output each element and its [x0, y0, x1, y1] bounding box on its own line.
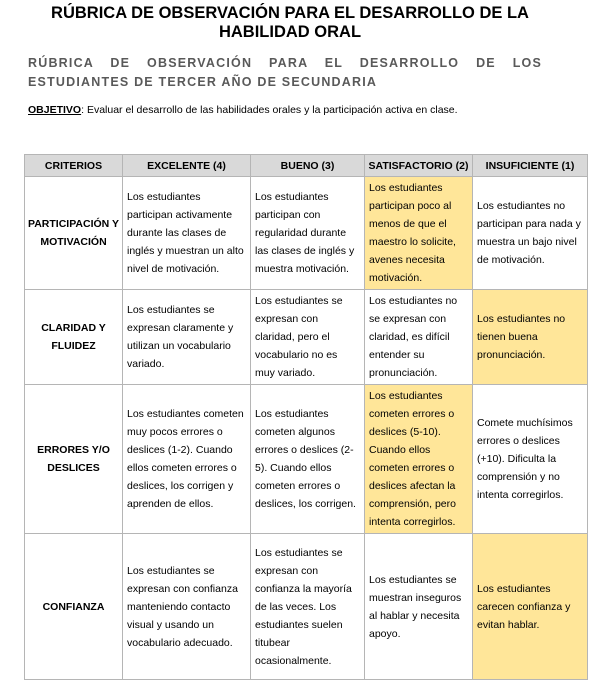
- document-subtitle: RÚBRICA DE OBSERVACIÓN PARA EL DESARROLLO DE LOS ESTUDIANTES DE TERCER AÑO DE SECUNDARIA: [28, 56, 542, 89]
- cell-excelente: Los estudiantes cometen muy pocos errores o deslices (1-2). Cuando ellos cometen errores o deslices, los corrigen y aprenden de ellos.: [123, 385, 251, 534]
- header-insuficiente: INSUFICIENTE (1): [473, 155, 588, 177]
- criterion-cell: CLARIDAD Y FLUIDEZ: [25, 290, 123, 385]
- cell-bueno: Los estudiantes participan con regularidad durante las clases de inglés y muestra motivación.: [251, 177, 365, 290]
- cell-satisfactorio: Los estudiantes cometen errores o deslices (5-10). Cuando ellos cometen errores o deslices afectan la comprensión, pero intenta corregirlos.: [365, 385, 473, 534]
- header-bueno: BUENO (3): [251, 155, 365, 177]
- cell-satisfactorio: Los estudiantes se muestran inseguros al hablar y necesita apoyo.: [365, 534, 473, 680]
- criterion-cell: PARTICIPACIÓN Y MOTIVACIÓN: [25, 177, 123, 290]
- table-row: [25, 177, 588, 290]
- cell-excelente: Los estudiantes participan activamente durante las clases de inglés y muestran un alto nivel de motivación.: [123, 177, 251, 290]
- header-satisfactorio: SATISFACTORIO (2): [365, 155, 473, 177]
- rubric-table: [24, 154, 588, 680]
- cell-insuficiente: Los estudiantes carecen confianza y evitan hablar.: [473, 534, 588, 680]
- cell-bueno: Los estudiantes se expresan con claridad, pero el vocabulario no es muy variado.: [251, 290, 365, 385]
- objective-label: OBJETIVO: [28, 104, 82, 116]
- criterion-cell: ERRORES Y/O DESLICES: [25, 385, 123, 534]
- cell-insuficiente: Los estudiantes no tienen buena pronunciación.: [473, 290, 588, 385]
- cell-bueno: Los estudiantes se expresan con confianza la mayoría de las veces. Los estudiantes suelen titubear ocasionalmente.: [251, 534, 365, 680]
- table-row: [25, 534, 588, 680]
- cell-bueno: Los estudiantes cometen algunos errores o deslices (2-5). Cuando ellos cometen errores o deslices, los corrigen.: [251, 385, 365, 534]
- table-header-row: [25, 155, 588, 177]
- table-row: [25, 385, 588, 534]
- document-title: RÚBRICA DE OBSERVACIÓN PARA EL DESARROLLO DE LA HABILIDAD ORAL: [51, 4, 529, 41]
- cell-satisfactorio: Los estudiantes participan poco al menos de que el maestro lo solicite, avenes necesita motivación.: [365, 177, 473, 290]
- cell-excelente: Los estudiantes se expresan con confianza manteniendo contacto visual y usando un vocabulario adecuado.: [123, 534, 251, 680]
- cell-satisfactorio: Los estudiantes no se expresan con claridad, es difícil entender su pronunciación.: [365, 290, 473, 385]
- header-excelente: EXCELENTE (4): [123, 155, 251, 177]
- objective-text: : Evaluar el desarrollo de las habilidades orales y la participación activa en clase.: [81, 104, 458, 116]
- objective: [28, 102, 588, 118]
- criterion-cell: CONFIANZA: [25, 534, 123, 680]
- cell-insuficiente: Comete muchísimos errores o deslices (+10). Dificulta la comprensión y no intenta corregirlos.: [473, 385, 588, 534]
- cell-excelente: Los estudiantes se expresan claramente y utilizan un vocabulario variado.: [123, 290, 251, 385]
- cell-insuficiente: Los estudiantes no participan para nada y muestra un bajo nivel de motivación.: [473, 177, 588, 290]
- header-criterios: CRITERIOS: [25, 155, 123, 177]
- table-row: [25, 290, 588, 385]
